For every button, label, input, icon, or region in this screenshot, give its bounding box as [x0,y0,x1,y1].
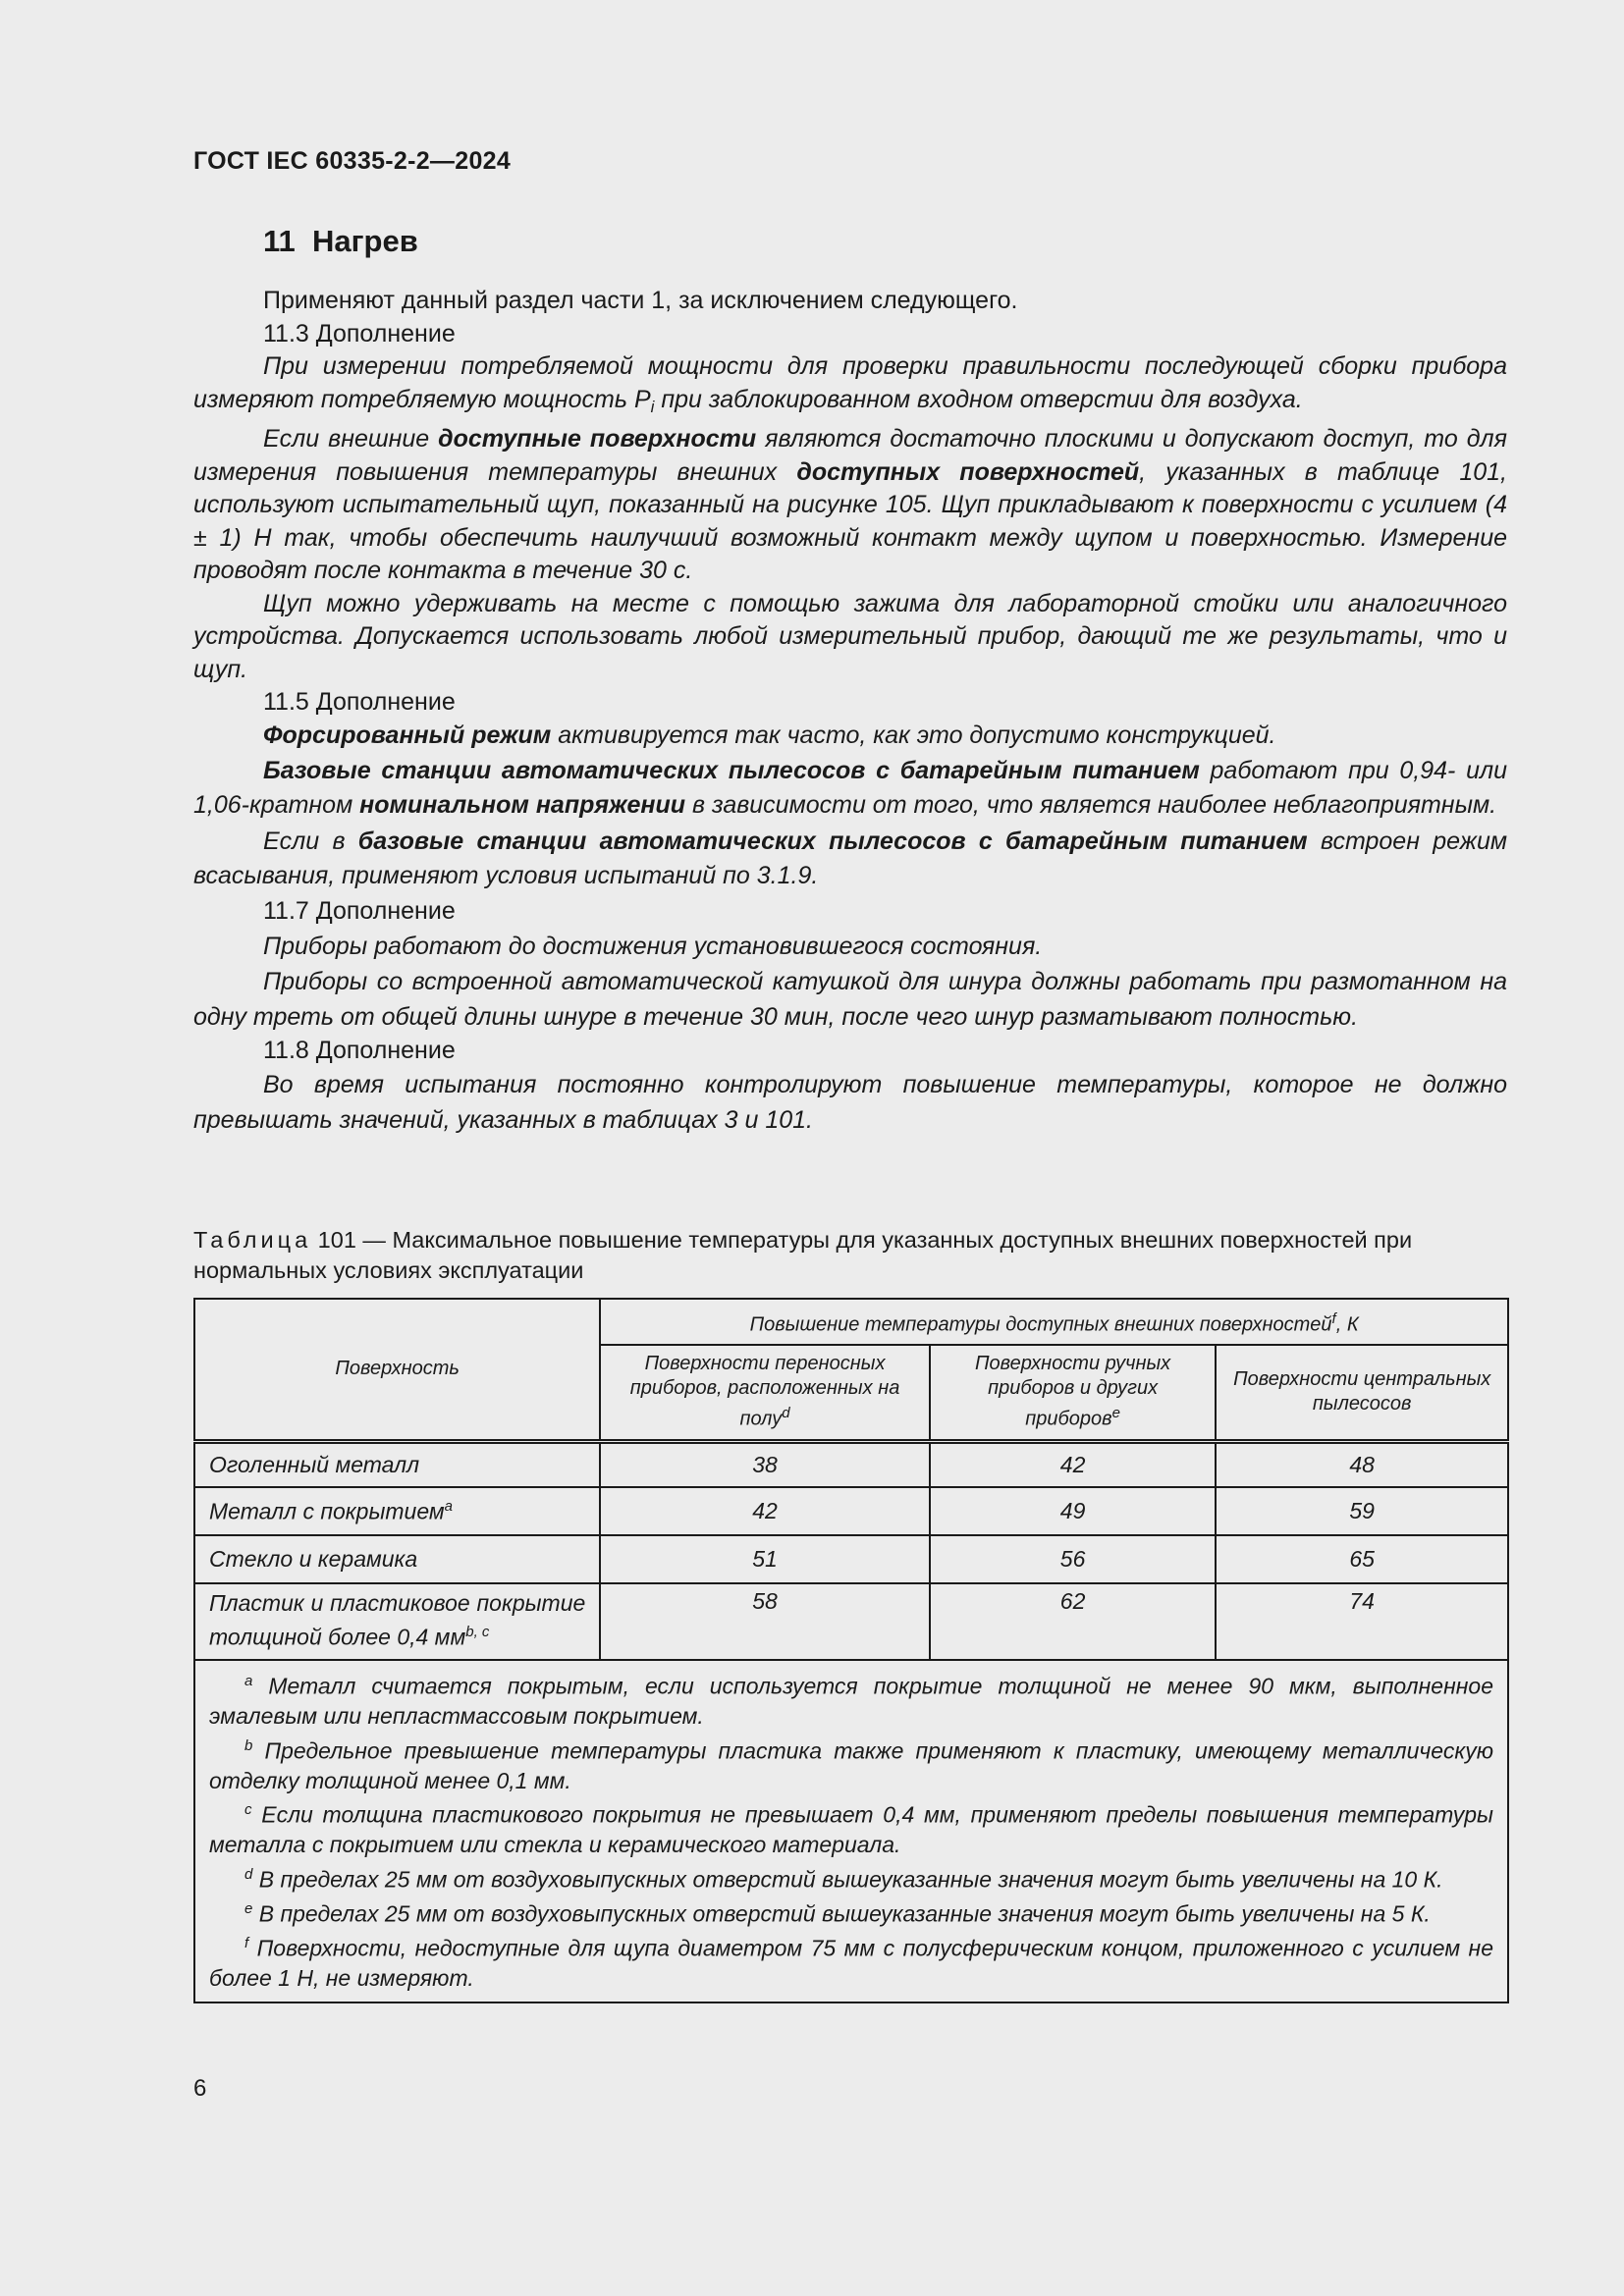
row-value: 51 [600,1535,930,1583]
table-caption-text: 101 — Максимальное повышение температуры для указанных доступных внешних поверхностей при нормальных условиях эксплуатации [193,1227,1413,1283]
text-run: Если в [263,828,358,855]
defined-term: Базовые станции автоматических пылесосов с батарейным питанием [263,757,1200,784]
table-header-row [194,1299,1508,1345]
table-row [194,1535,1508,1583]
paragraph [193,350,1507,423]
footnote-text: В пределах 25 мм от воздуховыпускных отверстий вышеуказанные значения могут быть увеличены на 10 К. [252,1866,1443,1893]
section-title-text: Нагрев [312,224,418,258]
row-surface: Стекло и керамика [194,1535,600,1583]
defined-term: доступных поверхностей [796,457,1140,486]
footnote [209,1895,1493,1929]
paragraph [193,720,1507,753]
clause-heading: 11.7 Дополнение [263,897,456,925]
clause-heading: 11.8 Дополнение [263,1036,456,1064]
row-surface-text: Пластик и пластиковое покрытие толщиной более 0,4 мм [209,1590,586,1650]
subscript: i [650,397,655,416]
footnote [209,1929,1493,1994]
header-group [600,1299,1508,1345]
footnote-text: Поверхности, недоступные для щупа диаметром 75 мм с полусферическим концом, приложенного с усилием не более 1 Н, не измеряют. [209,1935,1493,1992]
footnote-ref: b, c [465,1624,490,1640]
paragraph: Во время испытания постоянно контролируют повышение температуры, которое не должно превышать значений, указанных в таблицах 3 и 101. [193,1071,1507,1134]
header-group-unit: , К [1335,1313,1359,1336]
row-value: 38 [600,1441,930,1487]
row-value: 48 [1216,1441,1508,1487]
clause-heading: 11.3 Дополнение [263,319,456,347]
footnote-mark: d [244,1865,253,1883]
paragraph: Щуп можно удерживать на месте с помощью зажима для лабораторной стойки или аналогичного устройства. Допускается использовать любой измерительный прибор, дающий те же результаты, что и щуп. [193,589,1507,683]
row-value: 65 [1216,1535,1508,1583]
header-portable-floor [600,1345,930,1441]
row-value: 58 [600,1583,930,1660]
footnote-mark: b [244,1736,253,1754]
clause-heading: 11.5 Дополнение [263,688,456,716]
row-surface [194,1487,600,1535]
text-run: являются достаточно плоскими и допускают доступ, то для измерения повышения температуры внешних [193,425,1507,486]
table-footnotes [194,1660,1508,2002]
row-value: 59 [1216,1487,1508,1535]
row-value: 42 [600,1487,930,1535]
text-run: работают при 0,94- или 1,06-кратном [193,757,1507,819]
text-run: при заблокированном входном отверстии для воздуха. [654,385,1303,413]
row-surface-text: Металл с покрытием [209,1498,445,1524]
text-run: встроен режим всасывания, применяют условия испытаний по 3.1.9. [193,828,1507,889]
text-run: в зависимости от того, что является наиболее неблагоприятным. [685,791,1497,819]
table-caption [193,1225,1507,1286]
defined-term: Форсированный режим [263,721,552,749]
footnote-mark: a [244,1673,253,1689]
paragraph [193,825,1507,893]
paragraph [193,754,1507,823]
paragraph: Приборы работают до достижения установившегося состояния. [263,932,1043,960]
row-value: 62 [930,1583,1217,1660]
footnote-mark: e [244,1900,253,1918]
footnote-ref: a [444,1497,453,1515]
header-text: Поверхности ручных приборов и других приборов [974,1353,1171,1431]
footnote-text: Если толщина пластикового покрытия не превышает 0,4 мм, применяют пределы повышения температуры металла с покрытием или стекла и керамического материала. [209,1801,1493,1858]
paragraph: Приборы со встроенной автоматической катушкой для шнура должны работать при размотанном на одну треть от общей длины шнуре в течение 30 мин, после чего шнур разматывают полностью. [193,967,1507,1031]
footnote-ref: e [1111,1405,1120,1422]
footnote [209,1732,1493,1796]
section-number: 11 [263,224,296,258]
row-surface [194,1583,600,1660]
footnote-ref: f [1331,1309,1336,1327]
footnote-text: В пределах 25 мм от воздуховыпускных отверстий вышеуказанные значения могут быть увеличены на 5 К. [252,1900,1431,1927]
footnote [209,1667,1493,1732]
temperature-rise-table [193,1298,1509,2003]
row-value: 42 [930,1441,1217,1487]
header-text: Поверхности переносных приборов, расположенных на полу [629,1353,900,1431]
row-value: 74 [1216,1583,1508,1660]
header-handheld [930,1345,1217,1441]
footnote-ref: d [782,1405,790,1422]
text-run: , указанных в таблице 101, используют испытательный щуп, показанный на рисунке 105. Щуп прикладывают к поверхности с усилием (4 ± 1) Н так, чтобы обеспечить наилучший возможный контакт между щупом и поверхностью. Измерение проводят после контакта в течение 30 с. [193,457,1507,584]
document-header: ГОСТ IEC 60335-2-2—2024 [193,147,512,175]
row-value: 56 [930,1535,1217,1583]
table-footnotes-row [194,1660,1508,2002]
footnote [209,1860,1493,1895]
page-number: 6 [193,2075,207,2102]
text-run: При измерении потребляемой мощности для проверки правильности последующей сборки прибора измеряют потребляемую мощность P [193,352,1507,413]
header-central-cleaner: Поверхности центральных пылесосов [1216,1345,1508,1441]
row-surface: Оголенный металл [194,1441,600,1487]
text-run: Если внешние [263,425,439,453]
defined-term: доступные поверхности [438,425,757,453]
section-title [263,224,418,259]
table-row [194,1441,1508,1487]
footnote-text: Предельное превышение температуры пластика также применяют к пластику, имеющему металлическую отделку толщиной менее 0,1 мм. [209,1737,1493,1793]
footnote-mark: c [244,1801,252,1819]
footnote-text: Металл считается покрытым, если используется покрытие толщиной не менее 90 мкм, выполненное эмалевым или непластмассовым покрытием. [209,1673,1493,1730]
text-run: активируется так часто, как это допустимо конструкцией. [551,721,1276,749]
defined-term: базовые станции автоматических пылесосов с батарейным питанием [357,828,1308,855]
paragraph: Применяют данный раздел части 1, за исключением следующего. [263,287,1018,314]
header-surface: Поверхность [194,1299,600,1441]
table-row [194,1487,1508,1535]
row-value: 49 [930,1487,1217,1535]
header-group-text: Повышение температуры доступных внешних поверхностей [749,1313,1332,1336]
section-body [193,285,1507,1138]
table-row [194,1583,1508,1660]
defined-term: номинальном напряжении [359,791,686,819]
paragraph [193,423,1507,588]
footnote [209,1795,1493,1860]
table-caption-label: Таблица [193,1227,312,1253]
footnote-mark: f [244,1935,249,1952]
